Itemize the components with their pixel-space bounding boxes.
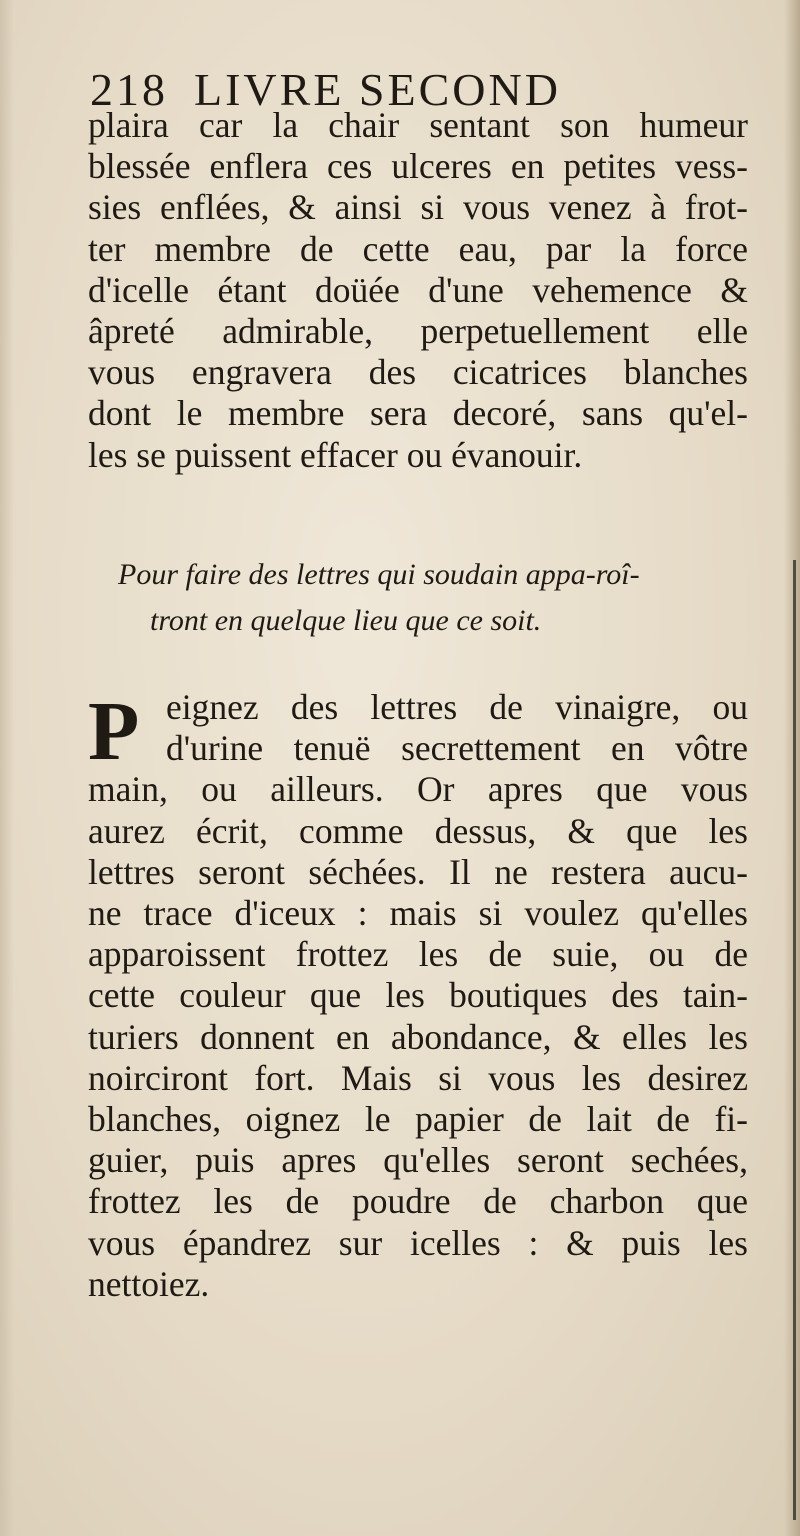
paragraph-2 <box>88 687 748 1305</box>
section-heading <box>118 552 738 644</box>
text-line: aurez écrit, comme dessus, & que les <box>88 810 748 851</box>
page-gutter <box>0 0 14 1536</box>
text-line: ter membre de cette eau, par la force <box>88 228 748 269</box>
text-line: eignez des lettres de vinaigre, ou <box>166 687 748 727</box>
text-line: plaira car la chair sentant son humeur <box>88 105 748 145</box>
text-line: frottez les de poudre de charbon que <box>88 1181 748 1222</box>
heading-line: Pour faire des lettres qui soudain appa-roî- <box>118 558 640 591</box>
text-line: d'urine tenuë secrettement en vôtre <box>166 728 748 769</box>
heading-line: tront en quelque lieu que ce soit. <box>150 604 542 637</box>
drop-cap: P <box>88 685 140 778</box>
text-line: main, ou ailleurs. Or apres que vous <box>88 769 748 810</box>
text-line: cette couleur que les boutiques des tain- <box>88 975 748 1016</box>
text-line: âpreté admirable, perpetuellement elle <box>88 311 748 352</box>
text-line: ne trace d'iceux : mais si voulez qu'elles <box>88 893 748 934</box>
text-line: vous épandrez sur icelles : & puis les <box>88 1222 748 1263</box>
text-line: guier, puis apres qu'elles seront sechées, <box>88 1140 748 1181</box>
text-line: sies enflées, & ainsi si vous venez à frot- <box>88 187 748 228</box>
text-line: dont le membre sera decoré, sans qu'el- <box>88 393 748 434</box>
paragraph-1 <box>88 105 748 476</box>
text-line: turiers donnent en abondance, & elles les <box>88 1016 748 1057</box>
running-title: LIVRE SECOND <box>194 64 561 115</box>
text-line: d'icelle étant doüée d'une vehemence & <box>88 269 748 310</box>
text-line: blessée enflera ces ulceres en petites vess- <box>88 146 748 187</box>
page-edge <box>784 0 800 1536</box>
text-line: noirciront fort. Mais si vous les desirez <box>88 1057 748 1098</box>
text-line: lettres seront séchées. Il ne restera aucu- <box>88 851 748 892</box>
text-line: les se puissent effacer ou évanouir. <box>88 434 583 475</box>
text-line: blanches, oignez le papier de lait de fi- <box>88 1099 748 1140</box>
text-line: vous engravera des cicatrices blanches <box>88 352 748 393</box>
text-line: apparoissent frottez les de suie, ou de <box>88 934 748 975</box>
page-number: 218 <box>90 64 168 115</box>
text-line: nettoiez. <box>88 1263 210 1304</box>
